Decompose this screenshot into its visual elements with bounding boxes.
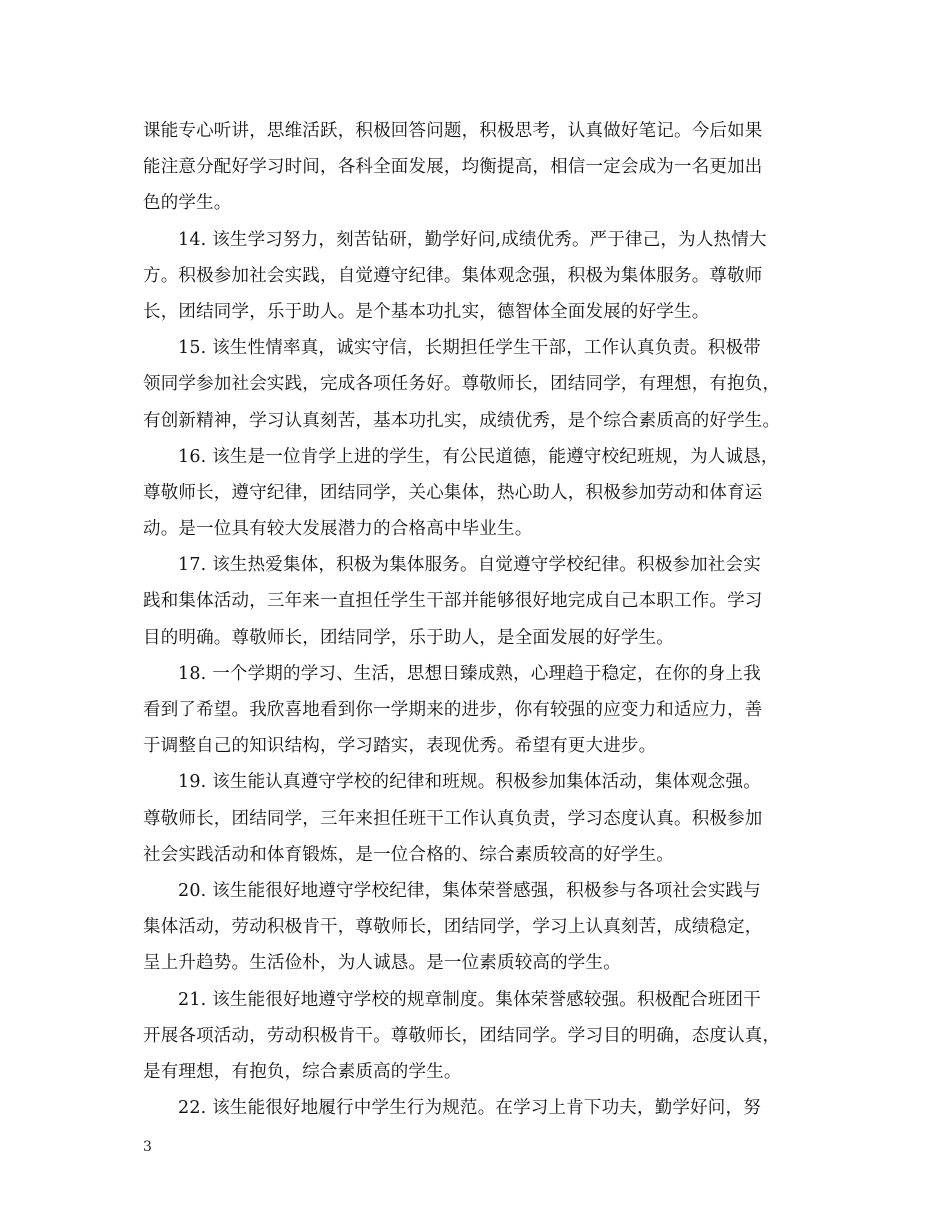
- text-line: 19. 该生能认真遵守学校的纪律和班规。积极参加集体活动，集体观念强。: [178, 772, 761, 793]
- text-line: 22. 该生能很好地履行中学生行为规范。在学习上肯下功夫，勤学好问，努: [178, 1098, 761, 1119]
- page-number: 3: [143, 1139, 152, 1155]
- text-line: 动。是一位具有较大发展潜力的合格高中毕业生。: [143, 519, 533, 540]
- text-line: 呈上升趋势。生活俭朴，为人诚恳。是一位素质较高的学生。: [143, 953, 621, 974]
- text-line: 20. 该生能很好地遵守学校纪律，集体荣誉感强，积极参与各项社会实践与: [178, 880, 761, 901]
- text-line: 方。积极参加社会实践，自觉遵守纪律。集体观念强，积极为集体服务。尊敬师: [143, 265, 763, 286]
- text-line: 18. 一个学期的学习、生活，思想日臻成熟，心理趋于稳定，在你的身上我: [178, 663, 761, 684]
- text-line: 21. 该生能很好地遵守学校的规章制度。集体荣誉感较强。积极配合班团干: [178, 989, 761, 1010]
- text-line: 课能专心听讲，思维活跃，积极回答问题，积极思考，认真做好笔记。今后如果: [143, 121, 763, 141]
- text-line: 看到了希望。我欣喜地看到你一学期来的进步，你有较强的应变力和适应力，善: [143, 700, 763, 720]
- text-line: 尊敬师长，遵守纪律，团结同学，关心集体，热心助人，积极参加劳动和体育运: [143, 482, 763, 503]
- text-line: 尊敬师长，团结同学，三年来担任班干工作认真负责，学习态度认真。积极参加: [143, 808, 763, 829]
- text-line: 长，团结同学，乐于助人。是个基本功扎实，德智体全面发展的好学生。: [143, 301, 710, 322]
- text-line: 能注意分配好学习时间，各科全面发展，均衡提高，相信一定会成为一名更加出: [143, 157, 763, 178]
- text-line: 践和集体活动，三年来一直担任学生干部并能够很好地完成自己本职工作。学习: [143, 591, 763, 612]
- text-line: 开展各项活动，劳动积极肯干。尊敬师长，团结同学。学习目的明确，态度认真，: [143, 1025, 781, 1046]
- text-line: 有创新精神，学习认真刻苦，基本功扎实，成绩优秀，是个综合素质高的好学生。: [143, 410, 781, 431]
- text-line: 14. 该生学习努力，刻苦钻研，勤学好问,成绩优秀。严于律己，为人热情大: [178, 229, 767, 250]
- text-line: 社会实践活动和体育锻炼，是一位合格的、综合素质较高的好学生。: [143, 844, 674, 865]
- text-line: 色的学生。: [143, 193, 232, 214]
- text-line: 15. 该生性情率真，诚实守信，长期担任学生干部，工作认真负责。积极带: [178, 338, 761, 359]
- text-line: 16. 该生是一位肯学上进的学生，有公民道德，能遵守校纪班规，为人诚恳，: [178, 446, 779, 467]
- document-body: [143, 113, 813, 1126]
- text-line: 目的明确。尊敬师长，团结同学，乐于助人，是全面发展的好学生。: [143, 627, 674, 648]
- text-line: 17. 该生热爱集体，积极为集体服务。自觉遵守学校纪律。积极参加社会实: [178, 555, 761, 576]
- text-line: 集体活动，劳动积极肯干，尊敬师长，团结同学，学习上认真刻苦，成绩稳定，: [143, 917, 763, 938]
- text-line: 是有理想，有抱负，综合素质高的学生。: [143, 1061, 462, 1082]
- text-line: 于调整自己的知识结构，学习踏实，表现优秀。希望有更大进步。: [143, 736, 657, 757]
- text-line: 领同学参加社会实践，完成各项任务好。尊敬师长，团结同学，有理想，有抱负，: [143, 374, 781, 395]
